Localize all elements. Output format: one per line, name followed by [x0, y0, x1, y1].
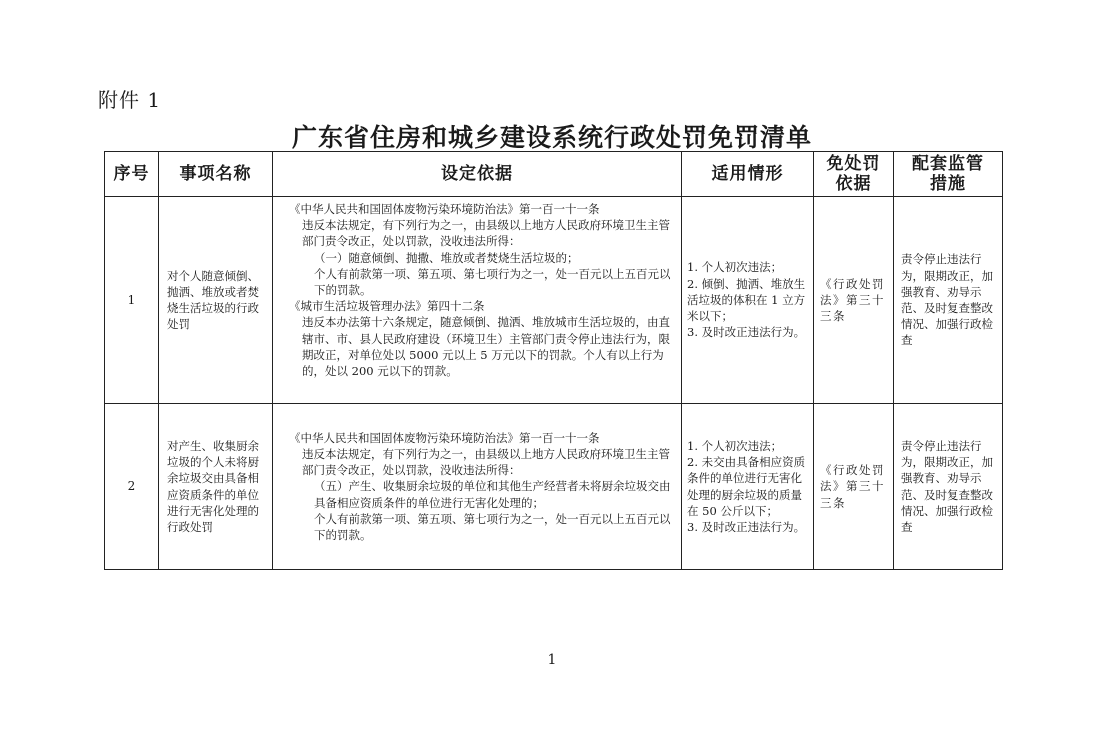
basis-paragraph: 个人有前款第一项、第五项、第七项行为之一，处一百元以上五百元以下的罚款。: [314, 511, 671, 542]
row-basis: [273, 404, 682, 570]
attachment-label: 附件 1: [98, 88, 162, 112]
row-item-name: 对产生、收集厨余垃圾的个人未将厨余垃圾交由具备相应资质条件的单位进行无害化处理的行政处罚: [159, 404, 273, 570]
basis-paragraph: 违反本法规定，有下列行为之一，由县级以上地方人民政府环境卫生主管部门责令改正，处以罚款，没收违法所得：: [302, 218, 670, 249]
basis-law-title: 《城市生活垃圾管理办法》第四十二条: [289, 299, 485, 314]
condition-item: 1. 个人初次违法；: [687, 438, 783, 453]
basis-law-title: 《中华人民共和国固体废物污染环境防治法》第一百一十一条: [289, 430, 600, 445]
page-number: 1: [547, 652, 557, 668]
condition-item: 2. 未交由具备相应资质条件的单位进行无害化处理的厨余垃圾的质量在 50 公斤以下；: [687, 455, 806, 518]
condition-item: 1. 个人初次违法；: [687, 260, 783, 275]
basis-paragraph: 个人有前款第一项、第五项、第七项行为之一，处一百元以上五百元以下的罚款。: [314, 266, 671, 298]
row-measures: 责令停止违法行为，限期改正，加强教育、劝导示范、及时复查整改情况、加强行政检查: [894, 404, 1003, 570]
basis-clause: （一）随意倾倒、抛撒、堆放或者焚烧生活垃圾的；: [314, 250, 579, 265]
header-exempt-line2: 依据: [835, 174, 872, 194]
table-row: [105, 197, 1003, 404]
basis-clause: （五）产生、收集厨余垃圾的单位和其他生产经营者未将厨余垃圾交由具备相应资质条件的单位进行无害化处理的；: [314, 479, 671, 510]
header-measure-line1: 配套监管: [912, 154, 984, 174]
row-conditions: [682, 404, 814, 570]
basis-paragraph: 违反本办法第十六条规定，随意倾倒、抛洒、堆放城市生活垃圾的，由直辖市、市、县人民政府建设（环境卫生）主管部门责令停止违法行为，限期改正，对单位处以 5000 元以上 5 万元以下的罚款。个人有以上行为的，处以 200 元以下的罚款。: [302, 315, 670, 379]
penalty-exemption-table: [104, 151, 1003, 570]
row-basis: [273, 197, 682, 404]
header-condition: 适用情形: [682, 152, 814, 197]
row-measures: 责令停止违法行为，限期改正，加强教育、劝导示范、及时复查整改情况、加强行政检查: [894, 197, 1003, 404]
header-item-name: 事项名称: [159, 152, 273, 197]
table-header-row: [105, 152, 1003, 197]
row-exempt-basis: 《行政处罚法》第三十三条: [814, 404, 894, 570]
basis-law-title: 《中华人民共和国固体废物污染环境防治法》第一百一十一条: [289, 202, 600, 216]
row-conditions: [682, 197, 814, 404]
header-exempt-line1: 免处罚: [826, 154, 881, 174]
row-index: 2: [105, 404, 159, 570]
header-exempt-basis: [814, 152, 894, 197]
table-row: [105, 404, 1003, 570]
header-index: 序号: [105, 152, 159, 197]
row-index: 1: [105, 197, 159, 404]
condition-item: 2. 倾倒、抛洒、堆放生活垃圾的体积在 1 立方米以下；: [687, 276, 806, 324]
row-exempt-basis: 《行政处罚法》第三十三条: [814, 197, 894, 404]
page-title: 广东省住房和城乡建设系统行政处罚免罚清单: [291, 123, 812, 152]
row-item-name: 对个人随意倾倒、抛洒、堆放或者焚烧生活垃圾的行政处罚: [159, 197, 273, 404]
basis-paragraph: 违反本法规定，有下列行为之一，由县级以上地方人民政府环境卫生主管部门责令改正，处以罚款，没收违法所得：: [302, 446, 670, 478]
header-measure-line2: 措施: [930, 174, 966, 194]
header-basis: 设定依据: [273, 152, 682, 197]
header-measures: [894, 152, 1003, 197]
condition-item: 3. 及时改正违法行为。: [687, 519, 806, 534]
condition-item: 3. 及时改正违法行为。: [687, 325, 806, 340]
